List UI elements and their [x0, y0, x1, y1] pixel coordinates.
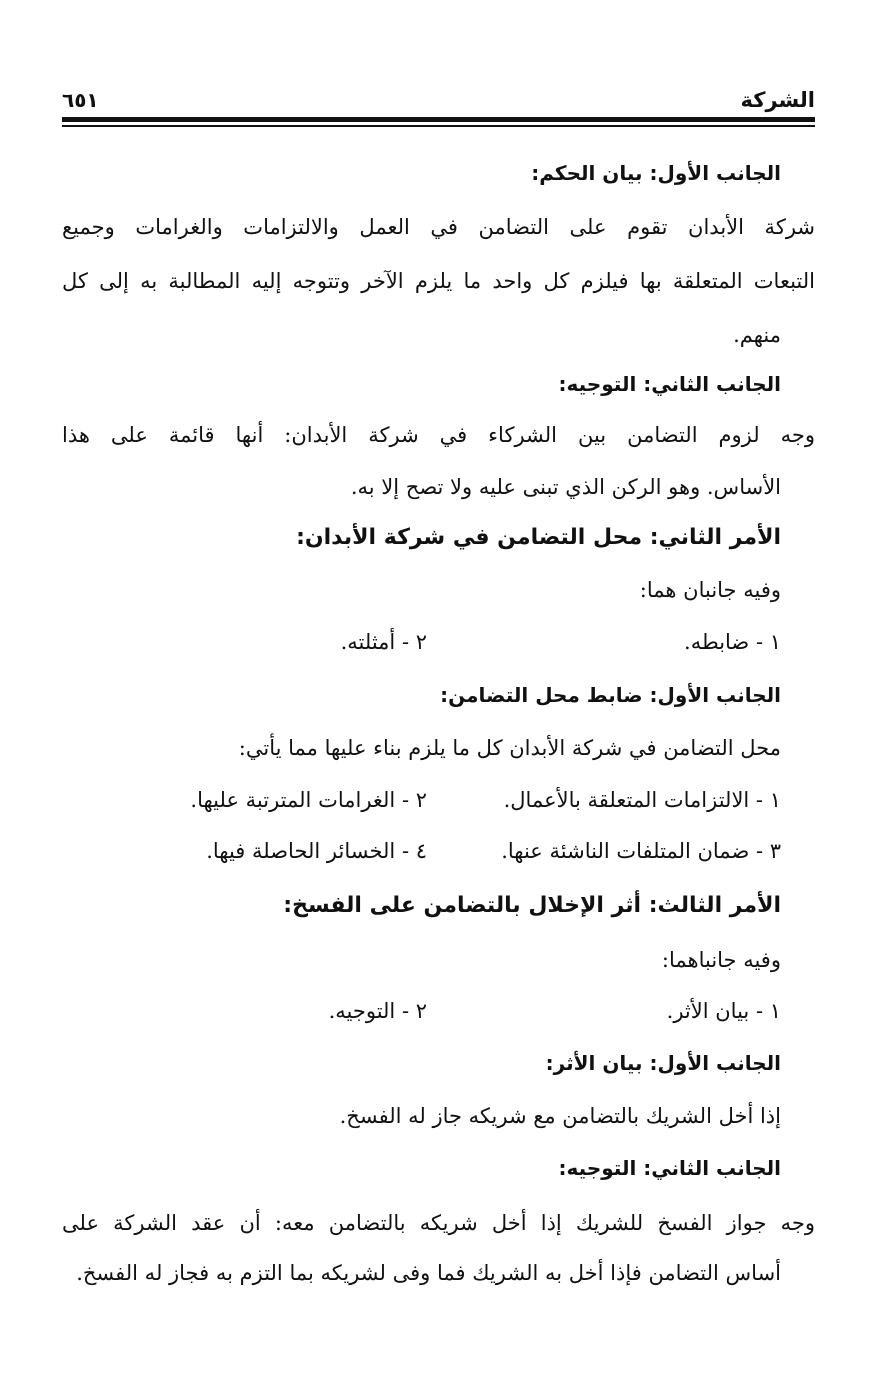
- paragraph-line: وفيه جانبان هما:: [639, 578, 781, 602]
- section-heading: الجانب الأول: ضابط محل التضامن:: [440, 683, 781, 707]
- paragraph-line: وجه لزوم التضامن بين الشركاء في شركة الأبدان: أنها قائمة على هذا: [62, 423, 815, 447]
- subsection-heading: الأمر الثالث: أثر الإخلال بالتضامن على الفسخ:: [283, 893, 781, 918]
- paragraph-line: الأساس. وهو الركن الذي تبنى عليه ولا تصح إلا به.: [350, 475, 781, 499]
- list-item: ٢ - التوجيه.: [328, 999, 427, 1023]
- paragraph-line: شركة الأبدان تقوم على التضامن في العمل والالتزامات والغرامات وجميع: [62, 215, 815, 239]
- section-heading: الجانب الأول: بيان الأثر:: [545, 1051, 781, 1075]
- header-rule-thin: [62, 125, 815, 127]
- page-header: [62, 80, 815, 112]
- paragraph-line: التبعات المتعلقة بها فيلزم كل واحد ما يلزم الآخر وتتوجه إليه المطالبة به إلى كل: [62, 269, 815, 293]
- paragraph-line: محل التضامن في شركة الأبدان كل ما يلزم بناء عليها مما يأتي:: [238, 736, 781, 760]
- list-item: ١ - بيان الأثر.: [666, 999, 781, 1023]
- section-heading: الجانب الثاني: التوجيه:: [558, 372, 781, 396]
- list-item: ٢ - الغرامات المترتبة عليها.: [190, 788, 427, 812]
- list-item: ١ - ضابطه.: [684, 630, 781, 654]
- list-item: ٢ - أمثلته.: [340, 630, 427, 654]
- paragraph-line: إذا أخل الشريك بالتضامن مع شريكه جاز له الفسخ.: [339, 1104, 781, 1128]
- subsection-heading: الأمر الثاني: محل التضامن في شركة الأبدان:: [296, 525, 781, 550]
- paragraph-line: منهم.: [733, 323, 781, 347]
- running-title: الشركة: [740, 88, 815, 112]
- list-item: ٤ - الخسائر الحاصلة فيها.: [206, 839, 427, 863]
- section-heading: الجانب الثاني: التوجيه:: [558, 1156, 781, 1180]
- section-heading: الجانب الأول: بيان الحكم:: [531, 161, 781, 185]
- page-number: ٦٥١: [62, 88, 99, 112]
- paragraph-line: وفيه جانباهما:: [661, 948, 781, 972]
- paragraph-line: وجه جواز الفسخ للشريك إذا أخل شريكه بالتضامن معه: أن عقد الشركة على: [62, 1211, 815, 1235]
- paragraph-line: أساس التضامن فإذا أخل به الشريك فما وفى لشريكه بما التزم به فجاز له الفسخ.: [76, 1261, 781, 1285]
- list-item: ٣ - ضمان المتلفات الناشئة عنها.: [501, 839, 781, 863]
- header-rule-thick: [62, 117, 815, 122]
- list-item: ١ - الالتزامات المتعلقة بالأعمال.: [503, 788, 781, 812]
